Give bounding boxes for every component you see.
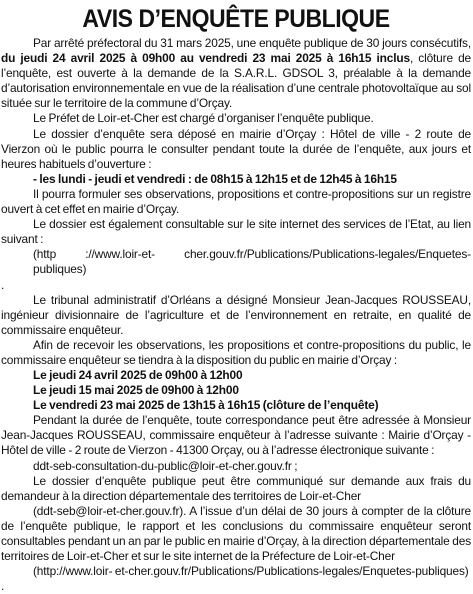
arrete-text: Par arrêté préfectoral du 31 mars 2025, une enquête publique de 30 jours consécutifs,: [33, 36, 471, 50]
prefecture-link-1[interactable]: (http ://www.loir-et- cher.gouv.fr/Publications/Publications-legales/Enquetes-publiques): [33, 247, 471, 277]
paragraph-arrete: [1, 36, 471, 111]
opening-hours: - les lundi - jeudi et vendredi : de 08h15 à 12h15 et de 12h45 à 16h15: [33, 171, 397, 186]
paragraph-observations: Il pourra formuler ses observations, propositions et contre-propositions sur un registre ouvert à cet effet en mairie d’Orçay.: [1, 186, 471, 217]
paragraph-communication: Le dossier d’enquête publique peut être communiqué sur demande aux frais du demandeur à la direction départementale des territoires de Loir-et-Cher: [1, 473, 471, 503]
separator-dot-end: .: [1, 579, 5, 594]
permanence-3: Le vendredi 23 mai 2025 de 13h15 à 16h15 (clôture de l’enquête): [33, 398, 379, 413]
permanence-2: Le jeudi 15 mai 2025 de 09h00 à 12h00: [33, 383, 239, 398]
paragraph-dossier: Le dossier d’enquête sera déposé en mairie d’Orçay : Hôtel de ville - 2 route de Vierzon où le public pourra le consulter pendant toute la durée de l’enquête, aux jours et heures habituels d’ouverture :: [1, 126, 471, 171]
permanence-1: Le jeudi 24 avril 2025 de 09h00 à 12h00: [33, 367, 243, 382]
notice-body: [1, 36, 471, 594]
paragraph-prefet: Le Préfet de Loir-et-Cher est chargé d’organiser l’enquête publique.: [33, 111, 374, 126]
paragraph-correspondance: Pendant la durée de l’enquête, toute correspondance peut être adressée à Monsieur Jean-Jacques ROUSSEAU, commissaire enquêteur à l’adresse suivante : Mairie d’Orçay - Hôtel de ville - 2 route de Vierzon - 41300 Orçay, ou à l’adresse électronique suivante :: [1, 413, 471, 458]
separator-dot: .: [1, 277, 5, 292]
paragraph-permanences: Afin de recevoir les observations, les propositions et contre-propositions du public, le commissaire enquêteur se tiendra à la disposition du public en mairie d’Orçay :: [1, 337, 471, 367]
paragraph-tribunal: Le tribunal administratif d’Orléans a désigné Monsieur Jean-Jacques ROUSSEAU, ingénieur divisionnaire de l’agriculture et de l’environnement en retraite, en qualité de commissaire enquêteur.: [1, 292, 471, 337]
enquete-dates: du jeudi 24 avril 2025 à 09h00 au vendredi 23 mai 2025 à 16h15 inclus: [1, 51, 410, 66]
page-title: AVIS D’ENQUÊTE PUBLIQUE: [82, 5, 390, 33]
consultation-email[interactable]: ddt-seb-consultation-du-public@loir-et-cher.gouv.fr ;: [33, 458, 298, 473]
prefecture-link-2[interactable]: (http://www.loir- et-cher.gouv.fr/Publications/Publications-legales/Enquetes-publiques): [33, 564, 469, 579]
paragraph-rapport: (ddt-seb@loir-et-cher.gouv.fr). A l’issue d’un délai de 30 jours à compter de la clôture de l’enquête publique, le rapport et les conclusions du commissaire enquêteur seront consultables pendant un an par le public en mairie d’Orçay, à la direction départementale des territoires de Loir-et-Cher et sur le site internet de la Préfecture de Loir-et-Cher: [1, 503, 471, 564]
paragraph-internet: Le dossier est également consultable sur le site internet des services de l’Etat, au lien suivant :: [1, 217, 471, 247]
arrete-text-end: , clôture de l’enquête, est ouverte à la demande de la S.A.R.L. GDSOL 3, préalable à la demande d’autorisation environnementale en vue de la réalisation d’une centrale photovoltaïque au sol située sur le territoire de la commune d’Orçay.: [1, 51, 471, 111]
